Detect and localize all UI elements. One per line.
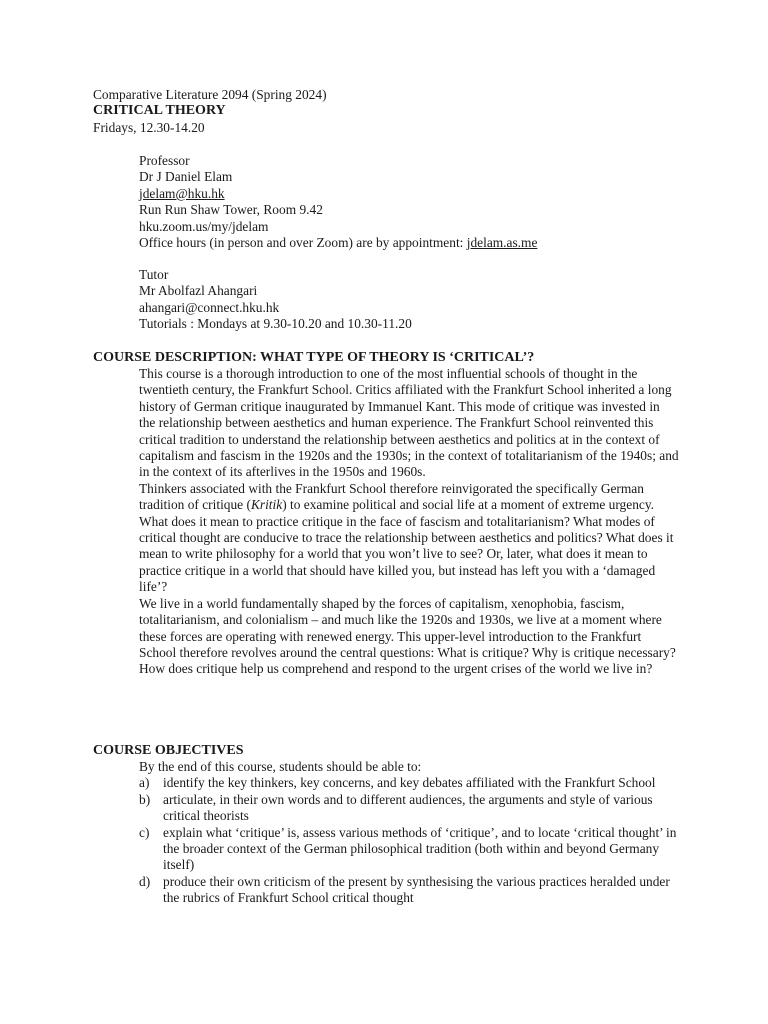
professor-name: Dr J Daniel Elam [139,169,233,185]
list-marker: c) [139,824,150,840]
professor-office: Run Run Shaw Tower, Room 9.42 [139,202,323,218]
list-marker: d) [139,873,151,889]
office-hours-link[interactable]: jdelam.as.me [466,235,538,251]
objectives-heading: COURSE OBJECTIVES [93,743,244,758]
list-item [139,874,679,907]
professor-role: Professor [139,153,190,168]
description-heading: COURSE DESCRIPTION: WHAT TYPE OF THEORY IS ‘CRITICAL’? [93,350,535,365]
para2-text-end: ) to examine political and social life at a moment of extreme urgency. What does it mean to practice critique in the face of fascism and totalitarianism? What modes of critical thought are conducive to trace the relationship between aesthetics and politics? What does it mean to write philosophy for a world that you won’t live to see? Or, later, what does it mean to practice critique in a world that should have killed you, but instead has left you with a ‘damaged life’? [139,497,674,595]
course-title: CRITICAL THEORY [93,103,226,119]
office-hours-text: Office hours (in person and over Zoom) are by appointment: [139,235,467,251]
list-item-text: identify the key thinkers, key concerns, and key debates affiliated with the Frankfurt School [163,775,656,791]
list-item [139,775,679,791]
list-marker: b) [139,791,151,807]
tutor-name: Mr Abolfazl Ahangari [139,283,258,299]
tutor-block [139,267,739,333]
objectives-body [139,759,679,907]
tutor-email: ahangari@connect.hku.hk [139,299,280,315]
para2-italic-term: Kritik [250,497,283,513]
para2-text-start: Thinkers associated with the Frankfurt School therefore reinvigorated the specifically German tradition of critique ( [139,480,644,513]
professor-zoom: hku.zoom.us/my/jdelam [139,218,269,234]
objectives-list [139,775,679,906]
objectives-intro: By the end of this course, students should be able to: [139,759,422,774]
list-item [139,792,679,825]
list-marker: a) [139,775,150,791]
description-paragraph-2 [139,481,679,596]
list-item-text: explain what ‘critique’ is, assess various methods of ‘critique’, and to locate ‘critical thought’ in the broader context of the German philosophical tradition (both within and beyond Germany itself) [163,824,677,873]
list-item [139,825,679,874]
description-paragraph-1: This course is a thorough introduction to one of the most influential schools of thought in the twentieth century, the Frankfurt School. Critics affiliated with the Frankfurt School inherited a long history of German critique inaugurated by Immanuel Kant. This mode of critique was invested in the relationship between aesthetics and human experience. The Frankfurt School reinvented this critical tradition to understand the relationship between aesthetics and politics at in the context of capitalism and fascism in the 1920s and the 1930s; in the context of totalitarianism of the 1940s; and in the context of its afterlives in the 1950s and 1960s. [139,366,679,480]
course-line: Comparative Literature 2094 (Spring 2024) [93,87,327,102]
description-paragraph-3: We live in a world fundamentally shaped by the forces of capitalism, xenophobia, fascism, totalitarianism, and colonialism – and much like the 1920s and 1930s, we live at a moment where these forces are operating with renewed energy. This upper-level introduction to the Frankfurt School therefore revolves around the central questions: What is critique? Why is critique necessary? How does critique help us comprehend and respond to the urgent crises of the world we live in? [139,595,676,677]
list-item-text: articulate, in their own words and to different audiences, the arguments and style of various critical theorists [163,791,653,824]
description-body [139,366,679,678]
professor-block [139,153,739,251]
tutor-role: Tutor [139,267,169,282]
tutor-tutorials: Tutorials : Mondays at 9.30-10.20 and 10.30-11.20 [139,316,412,332]
list-item-text: produce their own criticism of the present by synthesising the various practices heralded under the rubrics of Frankfurt School critical thought [163,873,670,906]
professor-email-link[interactable]: jdelam@hku.hk [139,185,225,201]
course-header [93,87,327,136]
course-time: Fridays, 12.30-14.20 [93,119,205,135]
office-hours [139,235,739,251]
